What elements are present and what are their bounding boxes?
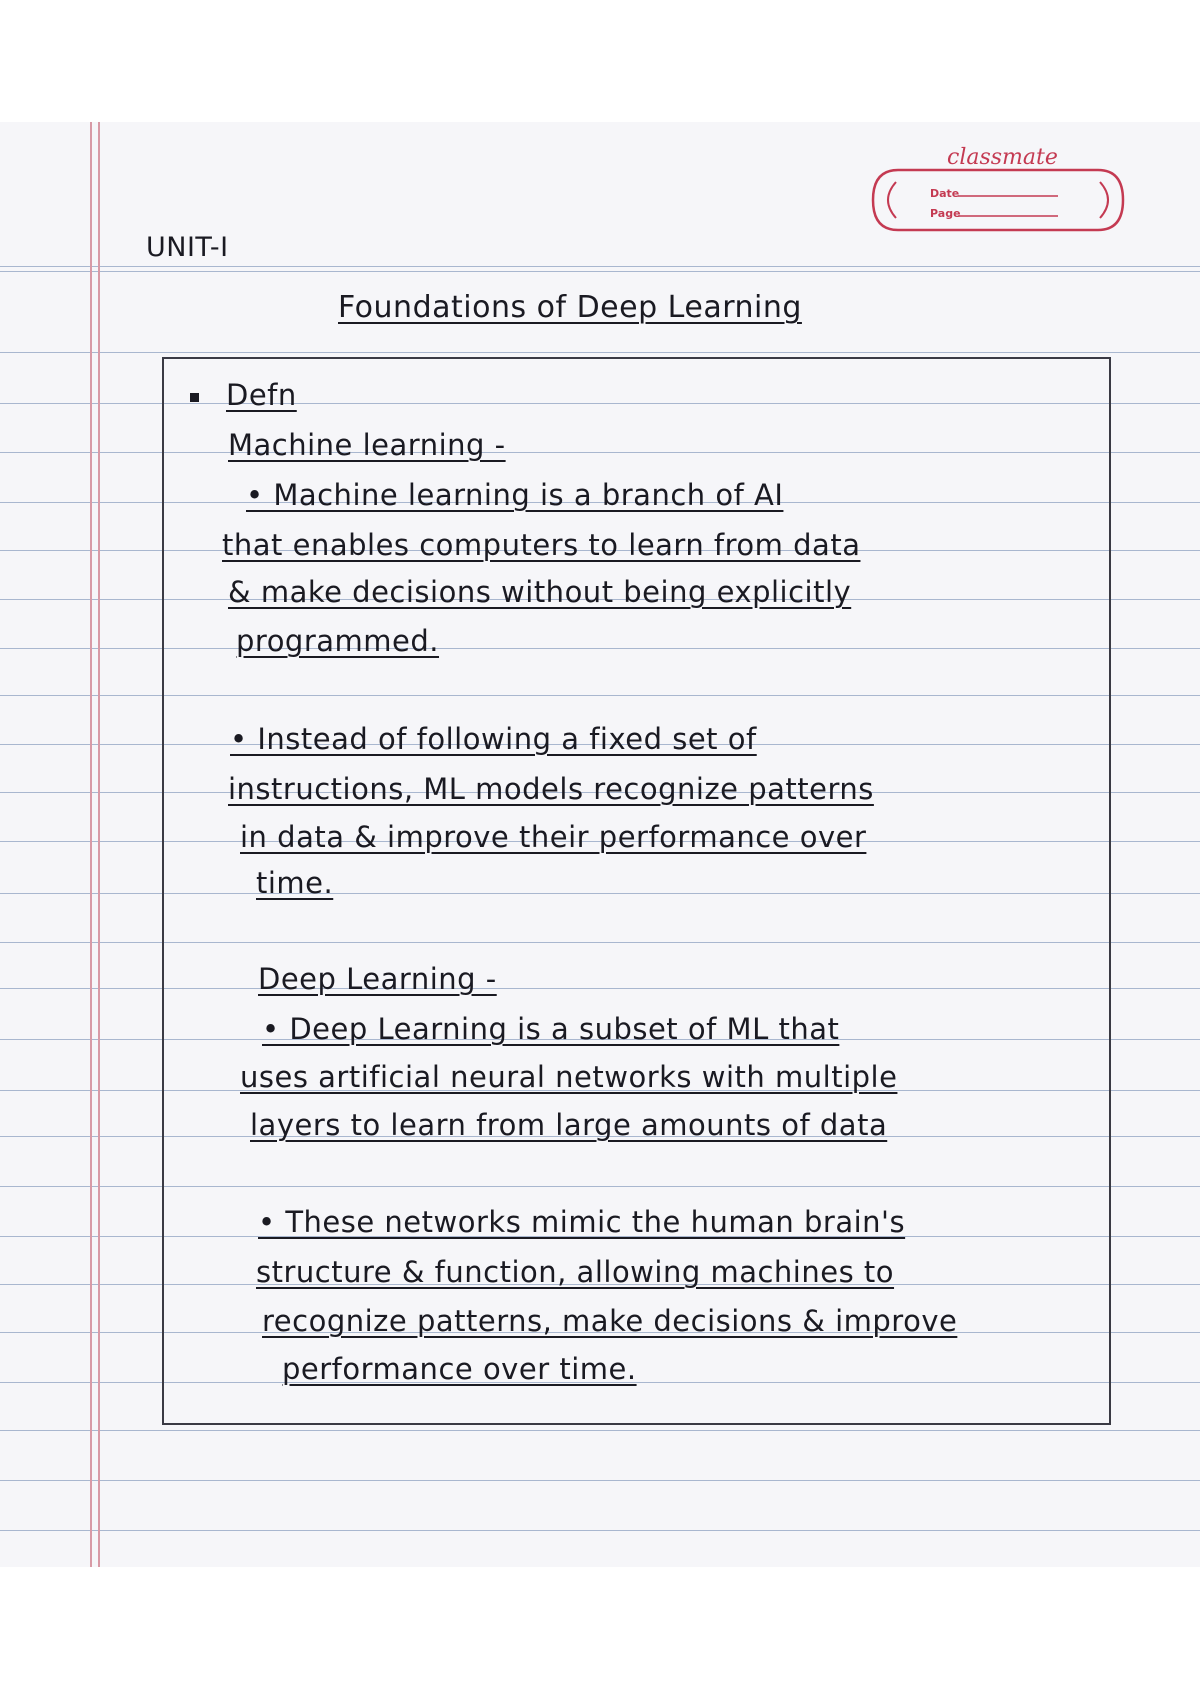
dl-para2-line: recognize patterns, make decisions & improve: [262, 1304, 958, 1338]
ruled-line: [0, 266, 1200, 267]
bullet-icon: [190, 393, 199, 402]
ml-para1-line: & make decisions without being explicitly: [228, 575, 852, 609]
ml-para1-line: programmed.: [236, 624, 440, 658]
ml-heading: Machine learning -: [228, 428, 506, 462]
ruled-line: [0, 271, 1200, 272]
ml-para2-line: • Instead of following a fixed set of: [230, 722, 757, 756]
margin-line: [98, 122, 100, 1567]
dl-para2-line: structure & function, allowing machines to: [256, 1255, 895, 1289]
ruled-line: [0, 1530, 1200, 1531]
dl-heading: Deep Learning -: [258, 962, 497, 996]
defn-heading: Defn: [226, 378, 297, 412]
ruled-line: [0, 352, 1200, 353]
ml-para2-line: time.: [256, 866, 334, 900]
dl-para1-line: layers to learn from large amounts of data: [250, 1108, 888, 1142]
ruled-line: [0, 1430, 1200, 1431]
dl-para1-line: • Deep Learning is a subset of ML that: [262, 1012, 840, 1046]
dl-para2-line: • These networks mimic the human brain's: [258, 1205, 906, 1239]
dl-para1-line: uses artificial neural networks with multiple: [240, 1060, 898, 1094]
date-page-stamp: [868, 160, 1128, 240]
ml-para1-line: that enables computers to learn from data: [222, 528, 861, 562]
ruled-line: [0, 1480, 1200, 1481]
dl-para2-line: performance over time.: [282, 1352, 637, 1386]
ml-para1-line: • Machine learning is a branch of AI: [246, 478, 784, 512]
date-label: Date: [930, 187, 960, 200]
margin-line: [90, 122, 92, 1567]
page-label: Page: [930, 207, 961, 220]
unit-heading: UNIT-I: [146, 232, 229, 263]
ml-para2-line: in data & improve their performance over: [240, 820, 867, 854]
ml-para2-line: instructions, ML models recognize patterns: [228, 772, 874, 806]
brand-logo: classmate: [947, 145, 1058, 170]
page-title: Foundations of Deep Learning: [338, 290, 802, 325]
